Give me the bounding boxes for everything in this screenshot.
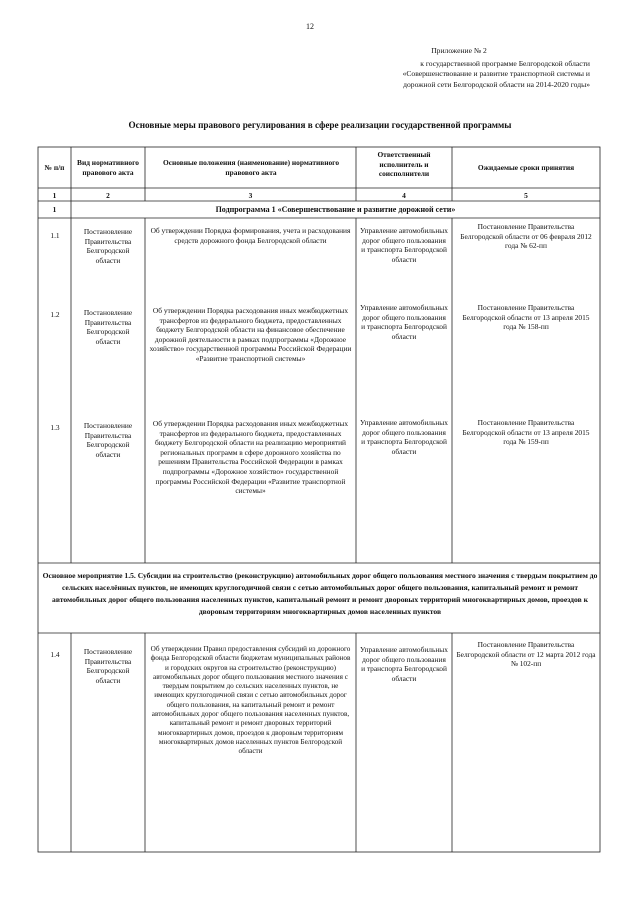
main-measure: Основное мероприятие 1.5. Субсидии на строительство (реконструкцию) автомобильных дорог общего пользования местного значения с твердым покрытием до сельских населённых пунктов, не имеющих круглогодичной связи с сетью автомобильных дорог общего пользования, капитальный ремонт и ремонт автомобильных дорог общего пользования населенных пунктов, капитальный ремонт и ремонт дворовых территорий многоквартирных домов, проездов к дворовым территориям многоквартирных домов населенных пунктов [42,571,598,616]
row-act-type: Постановление Правительства Белгородской области [83,647,133,685]
row-act-type: Постановление Правительства Белгородской области [83,308,133,346]
appendix-line: к государственной программе Белгородской области [420,58,590,68]
row-number: 1.2 [50,310,60,319]
header-act-type: Вид нормативного правового акта [77,158,139,177]
row-executor: Управление автомобильных дорог общего пользования и транспорта Белгородской области [360,303,448,341]
row-executor: Управление автомобильных дорог общего пользования и транспорта Белгородской области [360,645,448,683]
page-number: 12 [306,22,314,31]
subprogram-number: 1 [52,205,57,214]
column-number: 1 [52,191,57,200]
column-number: 3 [248,191,253,200]
row-number: 1.3 [50,423,60,432]
header-num: № п/п [44,163,65,172]
appendix-title: Приложение № 2 [431,46,487,55]
row-description: Об утверждении Порядка расходования иных межбюджетных трансфертов из федерального бюджета, предоставленных бюджету Белгородской области на реализацию мероприятий региональных программ в сфере дорожного хозяйства по решениям Правительства Российской Федерации в рамках подпрограммы «Дорожное хозяйство» государственной программы Российской Федерации «Развитие транспортной системы» [152,419,349,496]
row-deadline: Постановление Правительства Белгородской области от 12 марта 2012 года № 102-пп [456,640,596,669]
appendix-line: дорожной сети Белгородской области на 2014-2020 годы» [403,79,590,89]
document-title: Основные меры правового регулирования в сфере реализации государственной программы [128,120,512,130]
appendix-line: «Совершенствование и развитие транспортной системы и [402,69,590,78]
row-description: Об утверждении Правил предоставления субсидий из дорожного фонда Белгородской области бюджетам муниципальных районов и городских округов на строительство (реконструкцию) автомобильных дорог общего пользования местного значения с твердым покрытием до сельских населенных пунктов, не имеющих круглогодичной связи с сетью автомобильных дорог общего пользования, на капитальный ремонт и ремонт автомобильных дорог общего пользования населенных пунктов, капитальный ремонт и ремонт дворовых территорий многоквартирных домов, проездов к дворовым территориям многоквартирных домов населенных пунктов Белгородской области [150,645,351,756]
header-executor: Ответственный исполнитель и соисполнители [377,150,431,179]
header-description: Основные положения (наименование) нормативного правового акта [162,158,340,177]
row-description: Об утверждении Порядка формирования, учета и расходования средств дорожного фонда Белгородской области [150,226,351,245]
column-number: 2 [106,191,110,200]
row-deadline: Постановление Правительства Белгородской области от 13 апреля 2015 года № 159-пп [462,418,590,447]
column-number: 4 [402,191,406,200]
row-executor: Управление автомобильных дорог общего пользования и транспорта Белгородской области [360,418,448,456]
row-act-type: Постановление Правительства Белгородской области [83,421,133,459]
column-number: 5 [524,191,528,200]
row-deadline: Постановление Правительства Белгородской области от 06 февраля 2012 года № 62-пп [460,222,592,251]
row-deadline: Постановление Правительства Белгородской области от 13 апреля 2015 года № 158-пп [462,303,590,332]
row-executor: Управление автомобильных дорог общего пользования и транспорта Белгородской области [360,226,448,264]
row-description: Об утверждении Порядка расходования иных межбюджетных трансфертов из федерального бюджета, предоставленных бюджету Белгородской области на финансовое обеспечение дорожной деятельности в рамках подпрограммы «Дорожное хозяйство» государственной программы Российской Федерации «Развитие транспортной системы» [149,306,352,363]
row-number: 1.1 [50,231,60,240]
row-act-type: Постановление Правительства Белгородской области [83,227,133,265]
subprogram-title: Подпрограмма 1 «Совершенствование и развитие дорожной сети» [215,205,456,214]
row-number: 1.4 [50,650,60,659]
header-deadline: Ожидаемые сроки принятия [477,163,575,172]
